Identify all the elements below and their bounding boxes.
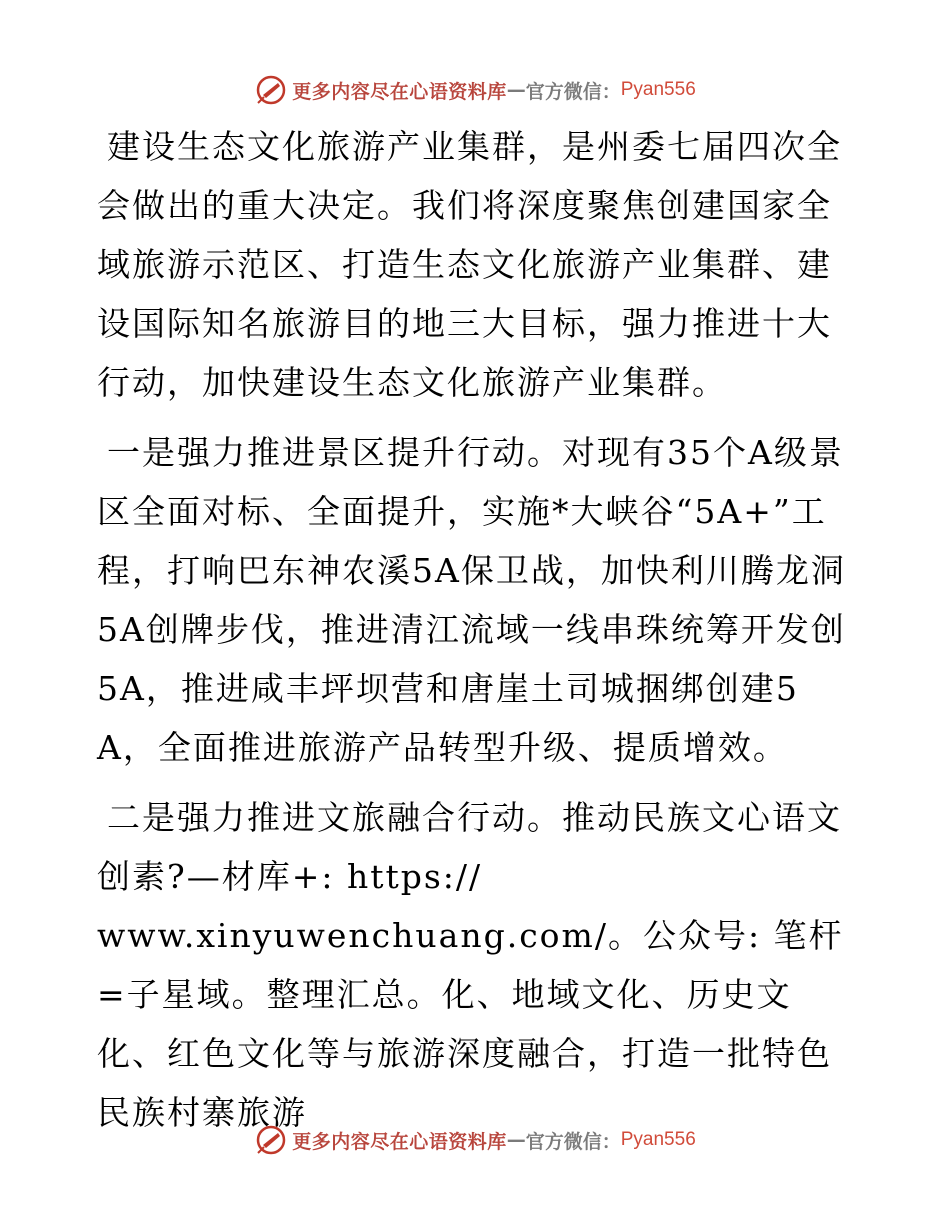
logo-icon — [254, 73, 288, 107]
paragraph-intro: 建设生态文化旅游产业集群，是州委七届四次全会做出的重大决定。我们将深度聚焦创建国家全域旅游示范区、打造生态文化旅游产业集群、建设国际知名旅游目的地三大目标，强力推进十大行动，加快建设生态文化旅游产业集群。 — [97, 127, 842, 402]
header-banner — [0, 70, 950, 110]
banner-wechat-id: Pyan556 — [620, 79, 696, 100]
footer-banner — [0, 1120, 950, 1160]
logo-icon — [254, 1123, 288, 1157]
banner-main-text: 更多内容尽在心语资料库 — [292, 1130, 507, 1153]
paragraph-culture-action-continued: www.xinyuwenchuang.com/。公众号: 笔杆=子星域。整理汇总。化、地域文化、历史文化、红色文化等与旅游深度融合，打造一批特色民族村寨旅游 — [97, 916, 844, 1132]
banner-dash: — — [506, 79, 526, 101]
document-body — [97, 117, 857, 1153]
paragraph-scenic-action: 一是强力推进景区提升行动。对现有35个A级景区全面对标、全面提升，实施*大峡谷“5A+”工程，打响巴东神农溪5A保卫战，加快利川腾龙洞5A创牌步伐，推进清江流域一线串珠统筹开发创5A，推进咸丰坪坝营和唐崖土司城捆绑创建5A，全面推进旅游产品转型升级、提质增效。 — [97, 433, 846, 767]
banner-wechat-label: 官方微信： — [525, 80, 621, 103]
banner-dash: — — [506, 1129, 526, 1151]
banner-wechat-label: 官方微信： — [525, 1130, 621, 1153]
paragraph-culture-action: 二是强力推进文旅融合行动。推动民族文心语文创素?—材库+: https:// — [97, 798, 842, 896]
banner-main-text: 更多内容尽在心语资料库 — [292, 80, 507, 103]
banner-wechat-id: Pyan556 — [620, 1129, 696, 1150]
